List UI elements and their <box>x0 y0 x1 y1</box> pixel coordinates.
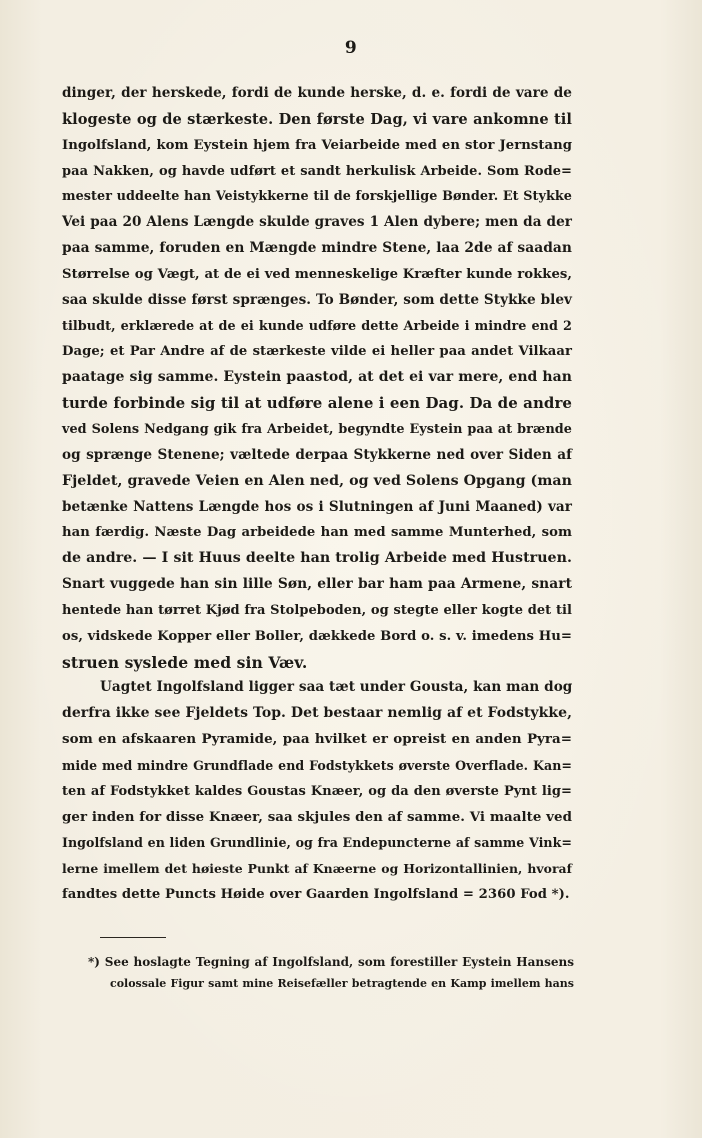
text-line: os, vidskede Kopper eller Boller, dækkede Bord o. s. v. imedens Hu= <box>62 628 572 644</box>
paragraph-start-line: Uagtet Ingolfsland ligger saa tæt under Gousta, kan man dog <box>100 679 573 696</box>
paragraph-end-line: fandtes dette Puncts Høide over Gaarden Ingolfsland = 2360 Fod *). <box>62 887 570 903</box>
text-line: paatage sig samme. Eystein paastod, at det ei var mere, end han <box>62 369 572 386</box>
text-line: Ingolfsland en liden Grundlinie, og fra Endepuncterne af samme Vink= <box>62 835 572 851</box>
text-line: paa Nakken, og havde udført et sandt herkulisk Arbeide. Som Rode= <box>62 163 572 179</box>
text-line: Dage; et Par Andre af de stærkeste vilde ei heller paa andet Vilkaar <box>62 344 572 360</box>
main-text <box>62 81 572 908</box>
text-line: ger inden for disse Knæer, saa skjules den af samme. Vi maalte ved <box>62 808 572 825</box>
text-line: som en afskaaren Pyramide, paa hvilket er opreist en anden Pyra= <box>62 731 572 748</box>
text-line: Fjeldet, gravede Veien en Alen ned, og ved Solens Opgang (man <box>62 472 572 489</box>
text-line: Ingolfsland, kom Eystein hjem fra Veiarbeide med en stor Jernstang <box>62 137 572 153</box>
footnote <box>88 952 574 994</box>
text-line: saa skulde disse først sprænges. To Bønder, som dette Stykke blev <box>62 291 572 308</box>
footnote-line: colossale Figur samt mine Reisefæller betragtende en Kamp imellem hans <box>110 977 574 990</box>
text-line: Størrelse og Vægt, at de ei ved menneskelige Kræfter kunde rokkes, <box>62 266 572 282</box>
text-line: derfra ikke see Fjeldets Top. Det bestaar nemlig af et Fodstykke, <box>62 705 572 722</box>
text-line: betænke Nattens Længde hos os i Slutningen af Juni Maaned) var <box>62 498 572 515</box>
text-line: ved Solens Nedgang gik fra Arbeidet, begyndte Eystein paa at brænde <box>62 421 572 437</box>
text-line: de andre. — I sit Huus deelte han trolig Arbeide med Hustruen. <box>62 550 572 567</box>
text-line: mide med mindre Grundflade end Fodstykkets øverste Overflade. Kan= <box>62 757 572 773</box>
footnote-divider <box>100 937 166 938</box>
text-line: dinger, der herskede, fordi de kunde herske, d. e. fordi de vare de <box>62 85 572 101</box>
text-line: han færdig. Næste Dag arbeidede han med samme Munterhed, som <box>62 525 572 541</box>
text-line: turde forbinde sig til at udføre alene i een Dag. Da de andre <box>62 394 572 413</box>
paragraph-end-line: struen syslede med sin Væv. <box>62 652 308 672</box>
text-line: ten af Fodstykket kaldes Goustas Knæer, og da den øverste Pynt lig= <box>62 783 572 799</box>
text-line: Snart vuggede han sin lille Søn, eller bar ham paa Armene, snart <box>62 576 572 593</box>
footnote-line: *) See hoslagte Tegning af Ingolfsland, som forestiller Eystein Hansens <box>88 955 574 969</box>
text-line: mester uddeelte han Veistykkerne til de forskjellige Bønder. Et Stykke <box>62 189 572 205</box>
text-line: Vei paa 20 Alens Længde skulde graves 1 Alen dybere; men da der <box>62 214 572 231</box>
text-line: lerne imellem det høieste Punkt af Knæerne og Horizontallinien, hvoraf <box>62 861 572 877</box>
text-line: hentede han tørret Kjød fra Stolpeboden, og stegte eller kogte det til <box>62 602 572 618</box>
page-number: 9 <box>344 38 358 58</box>
text-line: klogeste og de stærkeste. Den første Dag, vi vare ankomne til <box>62 110 572 128</box>
text-line: paa samme, foruden en Mængde mindre Stene, laa 2de af saadan <box>62 240 572 257</box>
text-line: og sprænge Stenene; væltede derpaa Stykkerne ned over Siden af <box>62 446 572 463</box>
text-line: tilbudt, erklærede at de ei kunde udføre dette Arbeide i mindre end 2 <box>62 318 572 334</box>
